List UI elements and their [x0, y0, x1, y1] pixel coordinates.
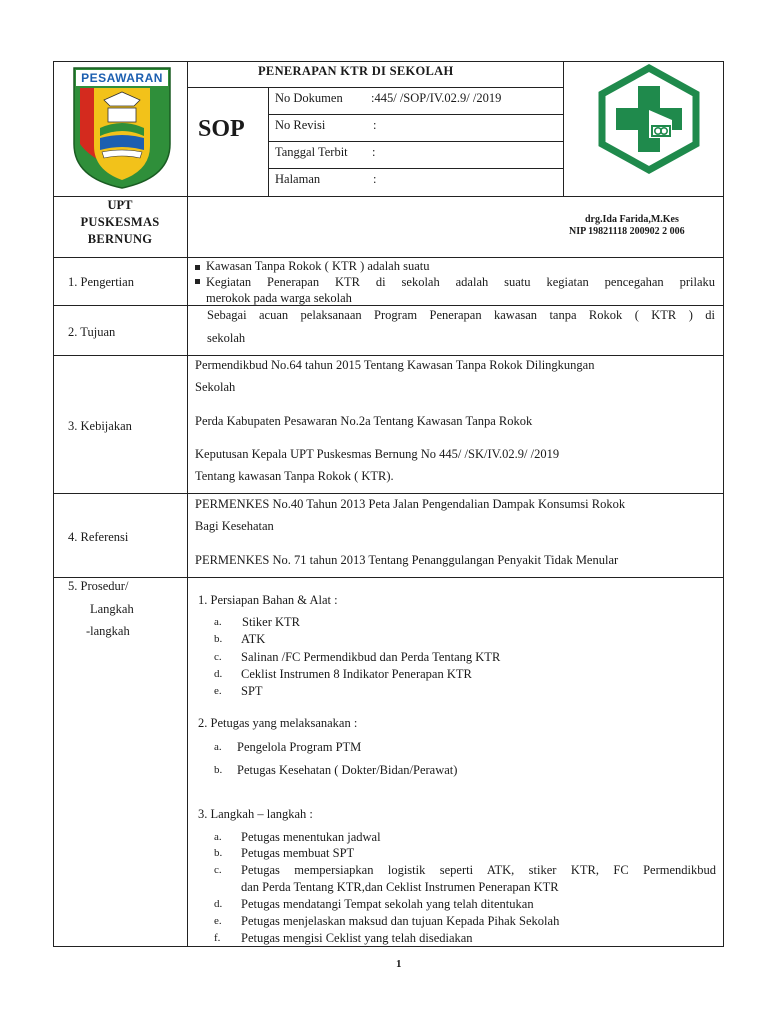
kebijakan-p1-line2: Sekolah — [195, 380, 236, 394]
unit-line1: UPT — [107, 198, 133, 212]
kebijakan-p2: Perda Kabupaten Pesawaran No.2a Tentang Kawasan Tanpa Rokok — [195, 414, 533, 428]
unit-line2: PUSKESMAS — [80, 215, 160, 229]
line-field3 — [268, 168, 564, 169]
s3-item-c: Petugas mempersiapkan logistik seperti ATK, stiker KTR, FC Permendikbud — [241, 863, 716, 877]
document-title: PENERAPAN KTR DI SEKOLAH — [258, 64, 454, 78]
signer-nip: NIP 19821118 200902 2 006 — [569, 226, 685, 237]
pengertian-item-1-text: Kawasan Tanpa Rokok ( KTR ) adalah suatu — [206, 259, 430, 273]
border-bottom — [53, 946, 724, 947]
s1-marker-d: d. — [214, 668, 223, 680]
divider-right-logo — [563, 61, 564, 197]
field-value-no-dokumen: :445/ /SOP/IV.02.9/ /2019 — [371, 91, 502, 105]
s1-marker-a: a. — [214, 616, 222, 628]
line-sec2 — [53, 305, 724, 306]
s3-marker-f: f. — [214, 932, 221, 944]
s2-marker-a: a. — [214, 741, 222, 753]
s3-marker-b: b. — [214, 847, 223, 859]
line-sec5 — [53, 577, 724, 578]
pengertian-item-2-cont: merokok pada warga sekolah — [206, 291, 352, 305]
referensi-p2: PERMENKES No. 71 tahun 2013 Tentang Penanggulangan Penyakit Tidak Menular — [195, 553, 619, 567]
field-label-no-dokumen: No Dokumen — [275, 91, 343, 105]
prosedur-s2-title: 2. Petugas yang melaksanakan : — [198, 716, 358, 730]
divider-logo — [187, 61, 188, 258]
pengertian-item-1 — [195, 258, 430, 274]
s3-marker-a: a. — [214, 831, 222, 843]
line-sec3 — [53, 355, 724, 356]
section-label-prosedur-1: 5. Prosedur/ — [68, 579, 129, 593]
crest-text: PESAWARAN — [81, 71, 163, 85]
referensi-p1-line1: PERMENKES No.40 Tahun 2013 Peta Jalan Pengendalian Dampak Konsumsi Rokok — [195, 497, 626, 511]
line-under-title — [187, 87, 564, 88]
divider-sections — [187, 257, 188, 947]
s1-item-b: ATK — [241, 632, 266, 646]
divider-sop — [268, 87, 269, 197]
s2-item-b: Petugas Kesehatan ( Dokter/Bidan/Perawat) — [237, 763, 458, 777]
section-label-prosedur-2: Langkah — [90, 602, 134, 616]
s1-marker-b: b. — [214, 633, 223, 645]
border-left — [53, 61, 54, 947]
prosedur-s1-title: 1. Persiapan Bahan & Alat : — [198, 593, 338, 607]
section-label-tujuan: 2. Tujuan — [68, 325, 116, 339]
kebijakan-p3-line2: Tentang kawasan Tanpa Rokok ( KTR). — [195, 469, 394, 483]
s3-item-f: Petugas mengisi Ceklist yang telah disediakan — [241, 931, 473, 945]
puskesmas-logo — [596, 64, 702, 174]
field-value-no-revisi: : — [373, 118, 377, 132]
s3-marker-d: d. — [214, 898, 223, 910]
s2-marker-b: b. — [214, 764, 223, 776]
page-number: 1 — [396, 958, 402, 970]
line-field2 — [268, 141, 564, 142]
tujuan-text-line2: sekolah — [207, 331, 246, 345]
border-top — [53, 61, 724, 62]
pengertian-item-2-text: Kegiatan Penerapan KTR di sekolah adalah suatu kegiatan pencegahan prilaku — [206, 275, 715, 289]
kebijakan-p1-line1: Permendikbud No.64 tahun 2015 Tentang Kawasan Tanpa Rokok Dilingkungan — [195, 358, 595, 372]
section-label-prosedur-3: -langkah — [86, 624, 130, 638]
section-label-referensi: 4. Referensi — [68, 530, 129, 544]
s1-item-e: SPT — [241, 684, 263, 698]
bullet-icon — [195, 265, 200, 270]
signer-name: drg.Ida Farida,M.Kes — [585, 214, 679, 225]
field-label-halaman: Halaman — [275, 172, 321, 186]
s3-item-d: Petugas mendatangi Tempat sekolah yang telah ditentukan — [241, 897, 534, 911]
border-right — [723, 61, 724, 947]
s3-item-c-cont: dan Perda Tentang KTR,dan Ceklist Instrumen Penerapan KTR — [241, 880, 559, 894]
s2-item-a: Pengelola Program PTM — [237, 740, 362, 754]
s1-item-a: Stiker KTR — [242, 615, 300, 629]
field-value-tanggal-terbit: : — [372, 145, 376, 159]
s1-item-c: Salinan /FC Permendikbud dan Perda Tentang KTR — [241, 650, 501, 664]
s3-marker-c: c. — [214, 864, 222, 876]
s3-item-e: Petugas menjelaskan maksud dan tujuan Kepada Pihak Sekolah — [241, 914, 560, 928]
s3-item-b: Petugas membuat SPT — [241, 846, 355, 860]
pesawaran-crest-logo — [72, 66, 172, 190]
field-value-halaman: : — [373, 172, 377, 186]
line-sec4 — [53, 493, 724, 494]
s1-marker-e: e. — [214, 685, 222, 697]
section-label-kebijakan: 3. Kebijakan — [68, 419, 132, 433]
bullet-icon — [195, 279, 200, 284]
field-label-tanggal-terbit: Tanggal Terbit — [275, 145, 348, 159]
s1-marker-c: c. — [214, 651, 222, 663]
tujuan-text-line1: Sebagai acuan pelaksanaan Program Penerapan kawasan tanpa Rokok ( KTR ) di — [207, 308, 715, 322]
s3-item-a: Petugas menentukan jadwal — [241, 830, 381, 844]
s1-item-d: Ceklist Instrumen 8 Indikator Penerapan KTR — [241, 667, 472, 681]
kebijakan-p3-line1: Keputusan Kepala UPT Puskesmas Bernung No 445/ /SK/IV.02.9/ /2019 — [195, 447, 560, 461]
line-field1 — [268, 114, 564, 115]
field-label-no-revisi: No Revisi — [275, 118, 326, 132]
section-label-pengertian: 1. Pengertian — [68, 275, 134, 289]
referensi-p1-line2: Bagi Kesehatan — [195, 519, 274, 533]
unit-line3: BERNUNG — [87, 232, 153, 246]
sop-label: SOP — [198, 116, 245, 142]
s3-marker-e: e. — [214, 915, 222, 927]
prosedur-s3-title: 3. Langkah – langkah : — [198, 807, 313, 821]
